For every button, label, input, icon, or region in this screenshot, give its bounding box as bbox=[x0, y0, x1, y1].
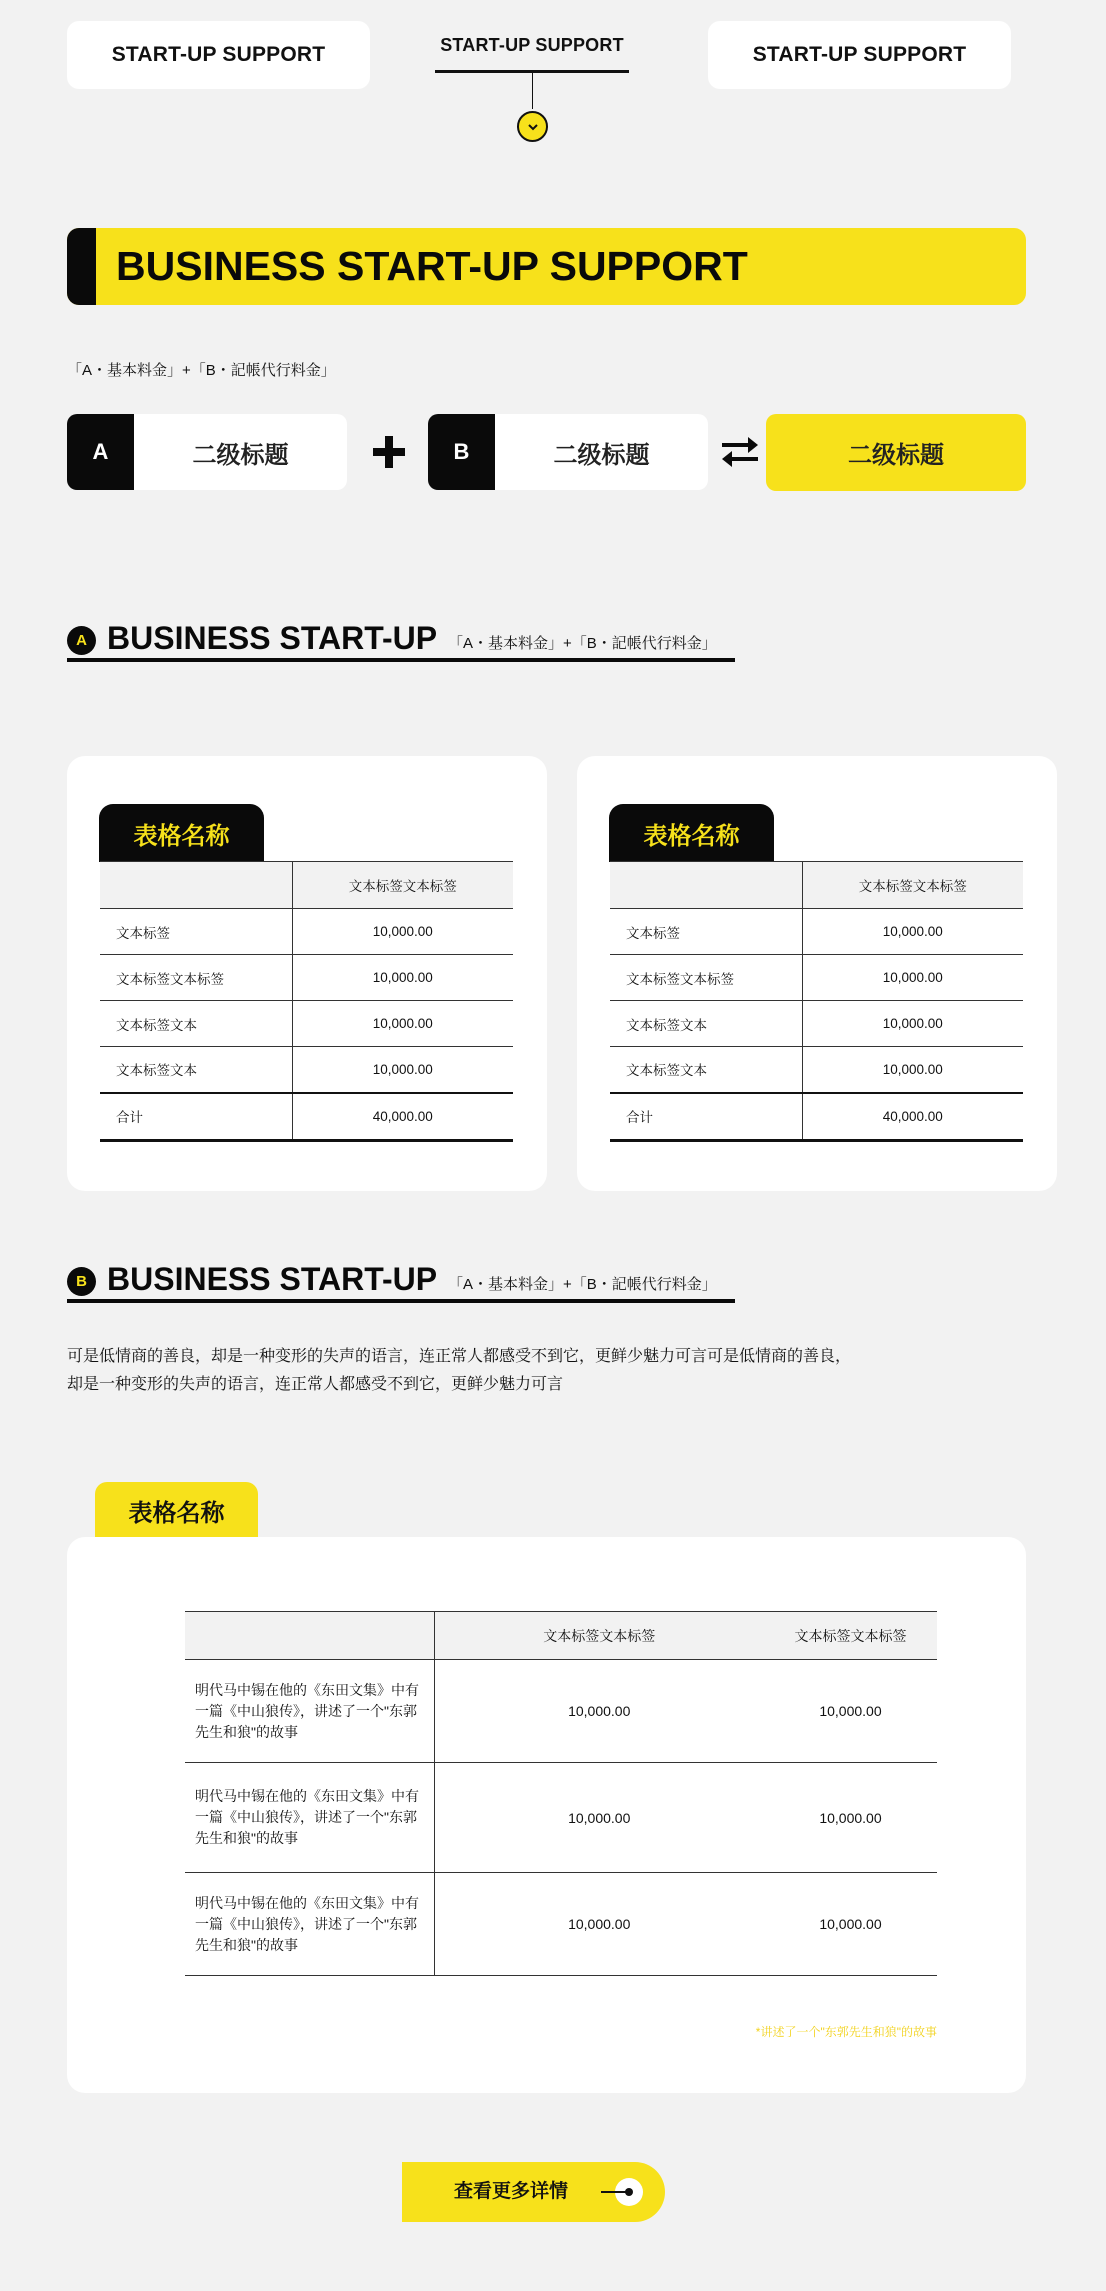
table-cell-value: 10,000.00 bbox=[764, 1660, 937, 1763]
table-header-cell: 文本标签文本标签 bbox=[802, 862, 1023, 909]
table-cell-value: 10,000.00 bbox=[802, 909, 1023, 955]
table-row bbox=[100, 955, 513, 1001]
section-b-badge: B bbox=[67, 1267, 96, 1296]
box-b bbox=[428, 414, 708, 490]
table-cell-label: 文本标签文本标签 bbox=[100, 955, 292, 1001]
formula-text: 「A・基本料金」+「B・記帳代行料金」 bbox=[67, 362, 336, 379]
table-header-cell bbox=[100, 862, 292, 909]
section-a-badge: A bbox=[67, 626, 96, 655]
table-cell-value: 10,000.00 bbox=[764, 1763, 937, 1873]
table-cell-description: 明代马中锡在他的《东田文集》中有一篇《中山狼传》，讲述了一个"东郭先生和狼"的故事 bbox=[185, 1660, 434, 1763]
table-header-cell: 文本标签文本标签 bbox=[434, 1612, 764, 1660]
tab-start-up-support-1[interactable] bbox=[67, 21, 370, 89]
tab-label: START-UP SUPPORT bbox=[440, 35, 624, 55]
table-cell-value: 10,000.00 bbox=[802, 1047, 1023, 1093]
table-total-row bbox=[100, 1093, 513, 1141]
section-a-subtitle: 「A・基本料金」+「B・記帳代行料金」 bbox=[448, 635, 717, 652]
big-table-card bbox=[67, 1537, 1026, 2093]
swap-arrows-icon bbox=[720, 434, 760, 470]
price-table bbox=[100, 861, 513, 1142]
table-cell-label: 文本标签文本 bbox=[610, 1047, 802, 1093]
table-total-label: 合计 bbox=[610, 1093, 802, 1141]
table-cell-label: 文本标签文本 bbox=[100, 1047, 292, 1093]
detail-table bbox=[185, 1611, 937, 1976]
table-cell-value: 10,000.00 bbox=[802, 1001, 1023, 1047]
table-row bbox=[100, 909, 513, 955]
section-b-heading bbox=[67, 1263, 735, 1303]
table-footnote: *讲述了一个"东郭先生和狼"的故事 bbox=[755, 2025, 937, 2039]
view-more-label: 查看更多详情 bbox=[454, 2181, 569, 2202]
table-cell-value: 10,000.00 bbox=[802, 955, 1023, 1001]
price-table bbox=[610, 861, 1023, 1142]
table-row bbox=[185, 1763, 937, 1873]
table-header-row bbox=[610, 862, 1023, 909]
table-header-cell bbox=[610, 862, 802, 909]
table-row bbox=[610, 1001, 1023, 1047]
table-cell-description: 明代马中锡在他的《东田文集》中有一篇《中山狼传》，讲述了一个"东郭先生和狼"的故事 bbox=[185, 1763, 434, 1873]
box-a bbox=[67, 414, 347, 490]
table-card-tag: 表格名称 bbox=[99, 804, 264, 862]
section-b-paragraph bbox=[67, 1343, 967, 1399]
table-cell-value: 10,000.00 bbox=[292, 955, 513, 1001]
hero-accent-bar bbox=[67, 228, 96, 305]
table-cell-label: 文本标签文本 bbox=[100, 1001, 292, 1047]
hero-banner bbox=[67, 228, 1026, 305]
table-header-cell: 文本标签文本标签 bbox=[764, 1612, 937, 1660]
table-row bbox=[100, 1047, 513, 1093]
table-header-cell bbox=[185, 1612, 434, 1660]
table-total-label: 合计 bbox=[100, 1093, 292, 1141]
table-row bbox=[100, 1001, 513, 1047]
table-cell-value: 10,000.00 bbox=[292, 1001, 513, 1047]
box-b-label: 二级标题 bbox=[553, 441, 650, 469]
tab-start-up-support-active[interactable] bbox=[435, 21, 629, 73]
table-card-tag: 表格名称 bbox=[609, 804, 774, 862]
table-header-row bbox=[100, 862, 513, 909]
table-row bbox=[610, 909, 1023, 955]
table-cell-value: 10,000.00 bbox=[292, 909, 513, 955]
table-cell-value: 10,000.00 bbox=[434, 1873, 764, 1976]
box-a-letter: A bbox=[67, 414, 134, 490]
table-cell-label: 文本标签文本标签 bbox=[610, 955, 802, 1001]
table-total-row bbox=[610, 1093, 1023, 1141]
arrow-circle-icon bbox=[599, 2176, 645, 2208]
table-cell-label: 文本标签 bbox=[610, 909, 802, 955]
section-a-title: BUSINESS START-UP bbox=[107, 620, 438, 656]
box-b-letter: B bbox=[428, 414, 495, 490]
table-card-1 bbox=[67, 756, 547, 1191]
table-row bbox=[185, 1660, 937, 1763]
table-header-row bbox=[185, 1612, 937, 1660]
table-cell-value: 10,000.00 bbox=[434, 1660, 764, 1763]
table-total-value: 40,000.00 bbox=[292, 1093, 513, 1141]
hero-title: BUSINESS START-UP SUPPORT bbox=[116, 243, 748, 289]
table-row bbox=[610, 1047, 1023, 1093]
paragraph-line: 却是一种变形的失声的语言，连正常人都感受不到它，更鲜少魅力可言 bbox=[67, 1376, 564, 1393]
big-table-tag: 表格名称 bbox=[95, 1482, 258, 1538]
box-result: 二级标题 bbox=[766, 414, 1026, 491]
table-cell-value: 10,000.00 bbox=[434, 1763, 764, 1873]
paragraph-line: 可是低情商的善良，却是一种变形的失声的语言，连正常人都感受不到它，更鲜少魅力可言可是低情商的善良， bbox=[67, 1348, 852, 1365]
table-cell-label: 文本标签 bbox=[100, 909, 292, 955]
section-b-subtitle: 「A・基本料金」+「B・記帳代行料金」 bbox=[448, 1276, 717, 1293]
tab-start-up-support-3[interactable] bbox=[708, 21, 1011, 89]
view-more-button[interactable] bbox=[402, 2162, 665, 2222]
tab-indicator-line bbox=[532, 73, 533, 109]
chevron-down-icon bbox=[517, 111, 548, 142]
table-cell-value: 10,000.00 bbox=[292, 1047, 513, 1093]
table-row bbox=[610, 955, 1023, 1001]
tab-label: START-UP SUPPORT bbox=[111, 43, 326, 66]
table-cell-label: 文本标签文本 bbox=[610, 1001, 802, 1047]
tab-label: START-UP SUPPORT bbox=[752, 43, 967, 66]
table-total-value: 40,000.00 bbox=[802, 1093, 1023, 1141]
section-a-heading bbox=[67, 622, 735, 662]
section-b-title: BUSINESS START-UP bbox=[107, 1261, 438, 1297]
box-a-label: 二级标题 bbox=[192, 441, 289, 469]
table-row bbox=[185, 1873, 937, 1976]
table-header-cell: 文本标签文本标签 bbox=[292, 862, 513, 909]
table-card-2 bbox=[577, 756, 1057, 1191]
table-cell-value: 10,000.00 bbox=[764, 1873, 937, 1976]
plus-icon bbox=[370, 430, 408, 474]
table-cell-description: 明代马中锡在他的《东田文集》中有一篇《中山狼传》，讲述了一个"东郭先生和狼"的故事 bbox=[185, 1873, 434, 1976]
